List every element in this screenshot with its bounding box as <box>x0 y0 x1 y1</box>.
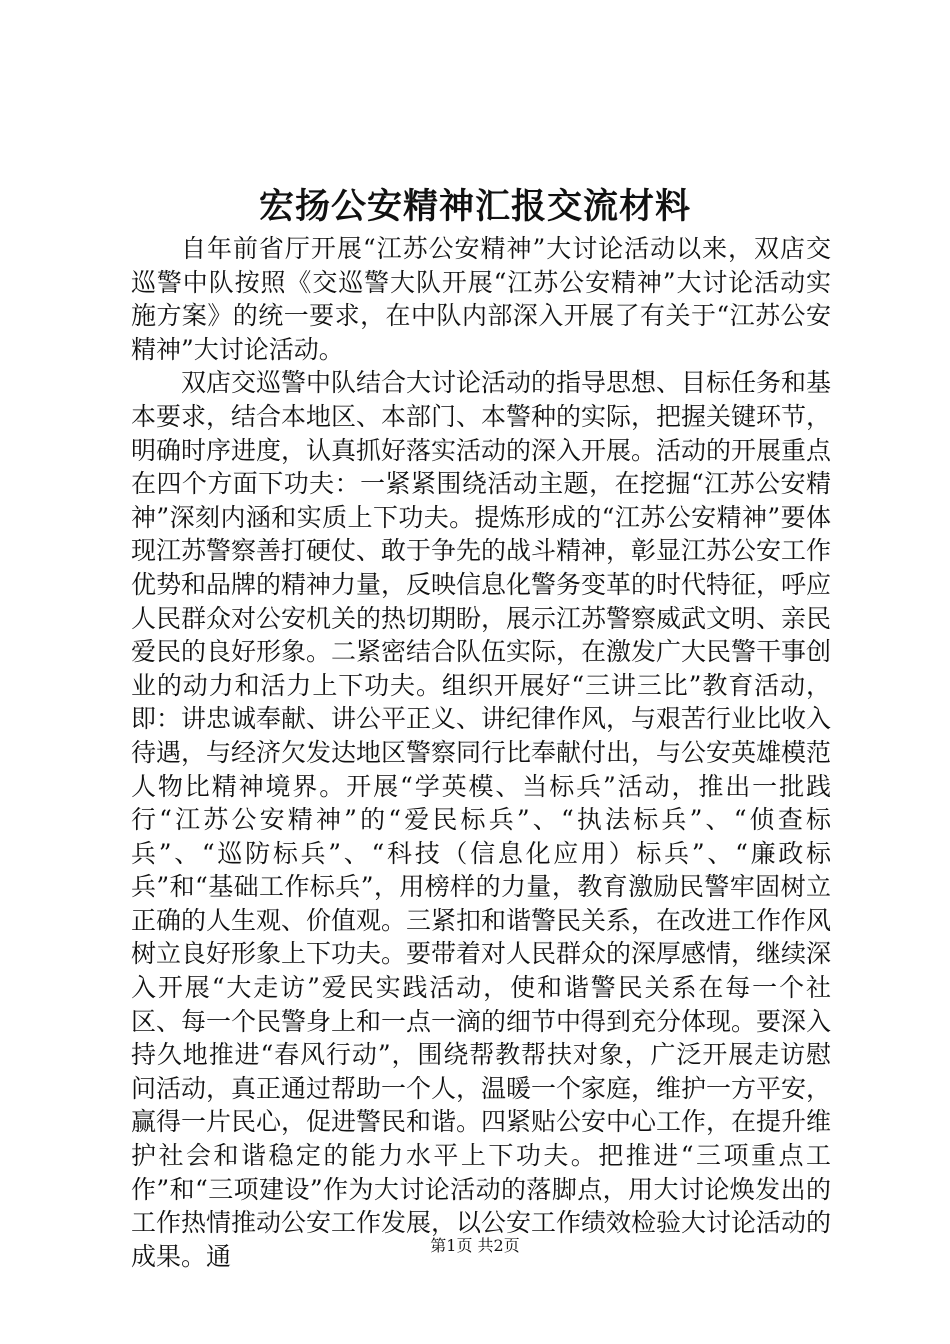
document-body <box>131 232 831 1273</box>
paragraph-intro: 自年前省厅开展“江苏公安精神”大讨论活动以来，双店交巡警中队按照《交巡警大队开展“江苏公安精神”大讨论活动实施方案》的统一要求，在中队内部深入开展了有关于“江苏公安精神”大讨论活动。 <box>131 234 831 364</box>
page-number-footer: 第1页 共2页 <box>430 1236 520 1255</box>
document-title: 宏扬公安精神汇报交流材料 <box>258 186 691 227</box>
paragraph-main: 双店交巡警中队结合大讨论活动的指导思想、目标任务和基本要求，结合本地区、本部门、本警种的实际，把握关键环节，明确时序进度，认真抓好落实活动的深入开展。活动的开展重点在四个方面下功夫：一紧紧围绕活动主题，在挖掘“江苏公安精神”深刻内涵和实质上下功夫。提炼形成的“江苏公安精神”要体现江苏警察善打硬仗、敢于争先的战斗精神，彰显江苏公安工作优势和品牌的精神力量，反映信息化警务变革的时代特征，呼应人民群众对公安机关的热切期盼，展示江苏警察威武文明、亲民爱民的良好形象。二紧密结合队伍实际，在激发广大民警干事创业的动力和活力上下功夫。组织开展好“三讲三比”教育活动，即：讲忠诚奉献、讲公平正义、讲纪律作风，与艰苦行业比收入待遇，与经济欠发达地区警察同行比奉献付出，与公安英雄模范人物比精神境界。开展“学英模、当标兵”活动，推出一批践行“江苏公安精神”的“爱民标兵”、“执法标兵”、“侦查标兵”、“巡防标兵”、“科技（信息化应用）标兵”、“廉政标兵”和“基础工作标兵”，用榜样的力量，教育激励民警牢固树立正确的人生观、价值观。三紧扣和谐警民关系，在改进工作作风树立良好形象上下功夫。要带着对人民群众的深厚感情，继续深入开展“大走访”爱民实践活动，使和谐警民关系在每一个社区、每一个民警身上和一点一滴的细节中得到充分体现。要深入持久地推进“春风行动”，围绕帮教帮扶对象，广泛开展走访慰问活动，真正通过帮助一个人，温暖一个家庭，维护一方平安，赢得一片民心，促进警民和谐。四紧贴公安中心工作，在提升维护社会和谐稳定的能力水平上下功夫。把推进“三项重点工作”和“三项建设”作为大讨论活动的落脚点，用大讨论焕发出的工作热情推动公安工作发展，以公安工作绩效检验大讨论活动的成果。通 <box>131 368 832 1271</box>
